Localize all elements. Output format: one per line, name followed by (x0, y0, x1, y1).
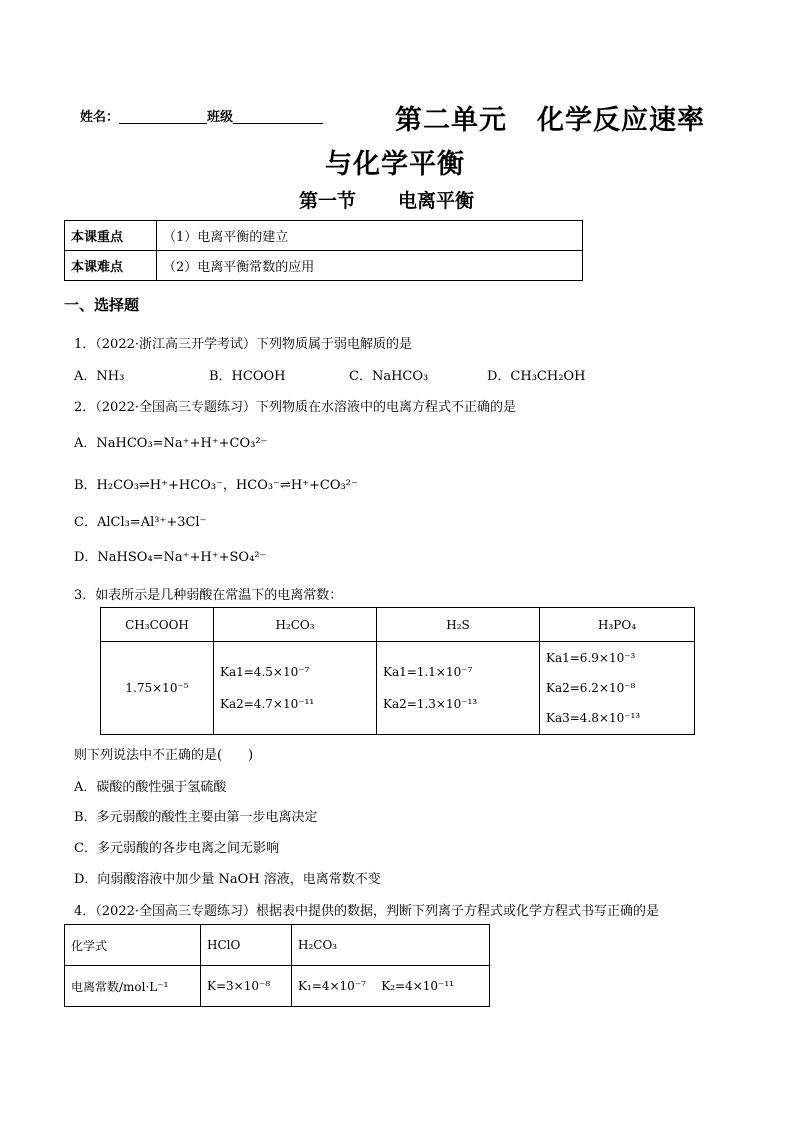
table-cell (377, 642, 540, 735)
q2-option-c[interactable]: C．AlCl₃=Al³⁺+3Cl⁻ (74, 515, 207, 530)
q1-option-d[interactable]: D．CH₃CH₂OH (487, 369, 586, 384)
table-cell: HClO (201, 925, 292, 966)
q2-option-a[interactable]: A．NaHCO₃=Na⁺+H⁺+CO₃²⁻ (74, 436, 268, 451)
q3-option-c[interactable]: C．多元弱酸的各步电离之间无影响 (74, 841, 279, 856)
ionization-constant-table (100, 607, 695, 735)
section-number: 第一节 (299, 190, 357, 212)
focus-key: 本课重点 (65, 221, 157, 251)
table-cell (540, 642, 695, 735)
q1-option-c[interactable]: C．NaHCO₃ (349, 369, 429, 384)
q2-stem: 2．（2022·全国高三专题练习）下列物质在水溶液中的电离方程式不正确的是 (74, 400, 516, 415)
section-title (299, 186, 474, 213)
col-header: CH₃COOH (101, 608, 214, 642)
h2s-ka1: Ka1=1.1×10⁻⁷ (383, 665, 473, 679)
table-cell (214, 642, 377, 735)
table-row (65, 251, 583, 281)
student-info-line (80, 106, 323, 125)
difficulty-value: （2）电离平衡常数的应用 (157, 251, 583, 281)
h2s-ka2: Ka2=1.3×10⁻¹³ (383, 697, 478, 711)
q3-option-b[interactable]: B．多元弱酸的酸性主要由第一步电离决定 (74, 810, 318, 825)
h2co3-ka1: Ka1=4.5×10⁻⁷ (220, 665, 310, 679)
col-header: H₃PO₄ (540, 608, 695, 642)
table-cell: 化学式 (65, 925, 201, 966)
focus-value: （1）电离平衡的建立 (157, 221, 583, 251)
q3-option-a[interactable]: A．碳酸的酸性强于氢硫酸 (74, 780, 227, 795)
difficulty-key: 本课难点 (65, 251, 157, 281)
table-cell: K=3×10⁻⁸ (201, 966, 292, 1007)
name-label: 姓名： (80, 110, 120, 125)
h2co3-ka2: Ka2=4.7×10⁻¹¹ (220, 697, 315, 711)
lesson-focus-table (64, 220, 583, 281)
q3-stem: 3．如表所示是几种弱酸在常温下的电离常数： (74, 588, 343, 603)
q3-option-d[interactable]: D．向弱酸溶液中加少量 NaOH 溶液，电离常数不变 (74, 872, 381, 887)
table-row (101, 642, 695, 735)
k2-value: K₂=4×10⁻¹¹ (381, 979, 454, 993)
class-label: 班级 (207, 110, 234, 125)
table-row (65, 966, 490, 1007)
q1-option-a[interactable]: A．NH₃ (74, 369, 125, 384)
unit-title (395, 98, 705, 137)
k1-value: K₁=4×10⁻⁷ (298, 979, 366, 993)
table-cell (292, 966, 490, 1007)
table-header-row (101, 608, 695, 642)
q2-option-b[interactable]: B．H₂CO₃⇌H⁺+HCO₃⁻，HCO₃⁻⇌H⁺+CO₃²⁻ (74, 478, 358, 493)
q3-ask: 则下列说法中不正确的是( ) (74, 748, 254, 763)
col-header: H₂CO₃ (214, 608, 377, 642)
class-blank[interactable] (233, 109, 323, 124)
unit-title-part-b: 化学反应速率 (537, 105, 705, 136)
table-cell: 电离常数/mol·L⁻¹ (65, 966, 201, 1007)
name-blank[interactable] (119, 109, 207, 124)
q1-stem: 1．（2022·浙江高三开学考试）下列物质属于弱电解质的是 (74, 337, 412, 352)
col-header: H₂S (377, 608, 540, 642)
table-row (65, 221, 583, 251)
section-heading: 一、选择题 (64, 296, 140, 314)
unit-title-continued: 与化学平衡 (325, 149, 465, 180)
q1-option-b[interactable]: B．HCOOH (209, 369, 286, 384)
section-name: 电离平衡 (398, 190, 475, 212)
q2-option-d[interactable]: D．NaHSO₄=Na⁺+H⁺+SO₄²⁻ (74, 550, 267, 565)
table-cell: H₂CO₃ (292, 925, 490, 966)
q4-stem: 4．（2022·全国高三专题练习）根据表中提供的数据，判断下列离子方程式或化学方程式书写正确的是 (74, 904, 659, 919)
h3po4-ka1: Ka1=6.9×10⁻³ (546, 651, 636, 665)
unit-title-part-a: 第二单元 (395, 105, 507, 136)
table-row (65, 925, 490, 966)
h3po4-ka3: Ka3=4.8×10⁻¹³ (546, 711, 641, 725)
h3po4-ka2: Ka2=6.2×10⁻⁸ (546, 681, 636, 695)
formula-constant-table (64, 924, 490, 1007)
table-cell: 1.75×10⁻⁵ (101, 642, 214, 735)
